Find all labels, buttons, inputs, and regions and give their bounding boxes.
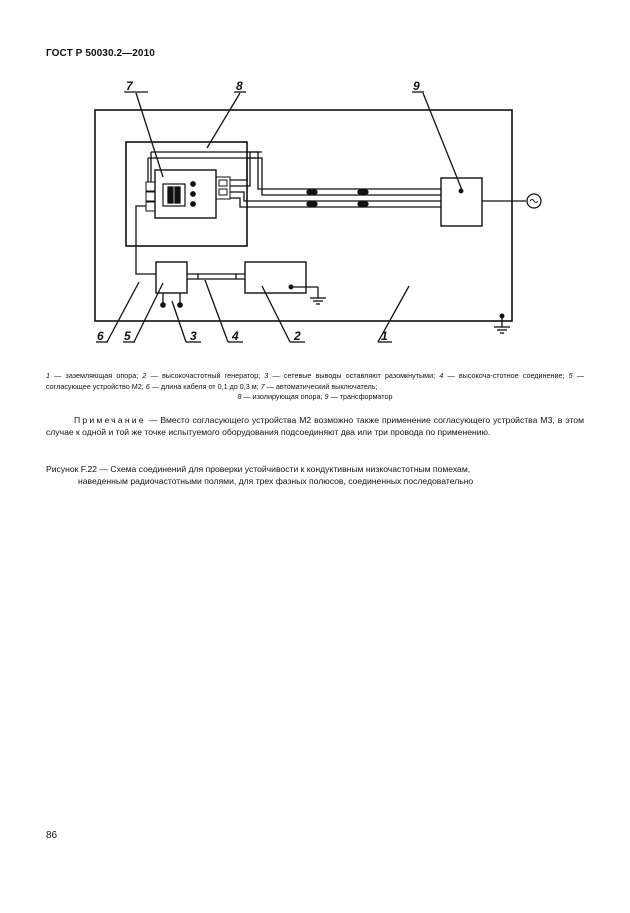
figure-note bbox=[46, 415, 584, 438]
label-7: 7 bbox=[126, 79, 133, 93]
label-3: 3 bbox=[190, 329, 197, 343]
document-header: ГОСТ Р 50030.2—2010 bbox=[46, 48, 155, 59]
page-number: 86 bbox=[46, 830, 58, 841]
note-text: — Вместо согласующего устройства М2 возможно также применение согласующего устройства М3, в этом случае к одной и той же точке испытуемого оборудования подсоединяют два или три провода по применению. bbox=[46, 415, 584, 437]
caption-line-1: Рисунок F.22 — Схема соединений для проверки устойчивости к кондуктивным низкочастотным помехам, bbox=[46, 464, 471, 474]
figure-legend: 1 — заземляющая опора; 2 — высокочастотный генератор; 3 — сетевые выводы оставляют разомкнутыми; 4 — высокоча-стотное соединение; 5 — согласующее устройство М2; 6 — длина кабеля от 0,1 до 0,3 м; 7 — автоматический выключатель; 8 — изолирующая опора; 9 — трансформатор bbox=[46, 371, 585, 401]
label-5: 5 bbox=[124, 329, 131, 343]
hf-generator-box bbox=[245, 262, 306, 293]
label-1: 1 bbox=[381, 329, 388, 343]
caption-line-2: наведенным радиочастотными полями, для трех фазных полюсов, соединенных последовательно bbox=[78, 475, 474, 486]
transformer-box bbox=[441, 178, 482, 226]
label-4: 4 bbox=[232, 329, 239, 343]
label-2: 2 bbox=[294, 329, 301, 343]
label-6: 6 bbox=[97, 329, 104, 343]
note-lead: Примечание bbox=[74, 415, 146, 425]
label-8: 8 bbox=[236, 79, 243, 93]
figure-caption bbox=[46, 464, 584, 487]
label-9: 9 bbox=[413, 79, 420, 93]
connection-diagram bbox=[0, 0, 630, 360]
